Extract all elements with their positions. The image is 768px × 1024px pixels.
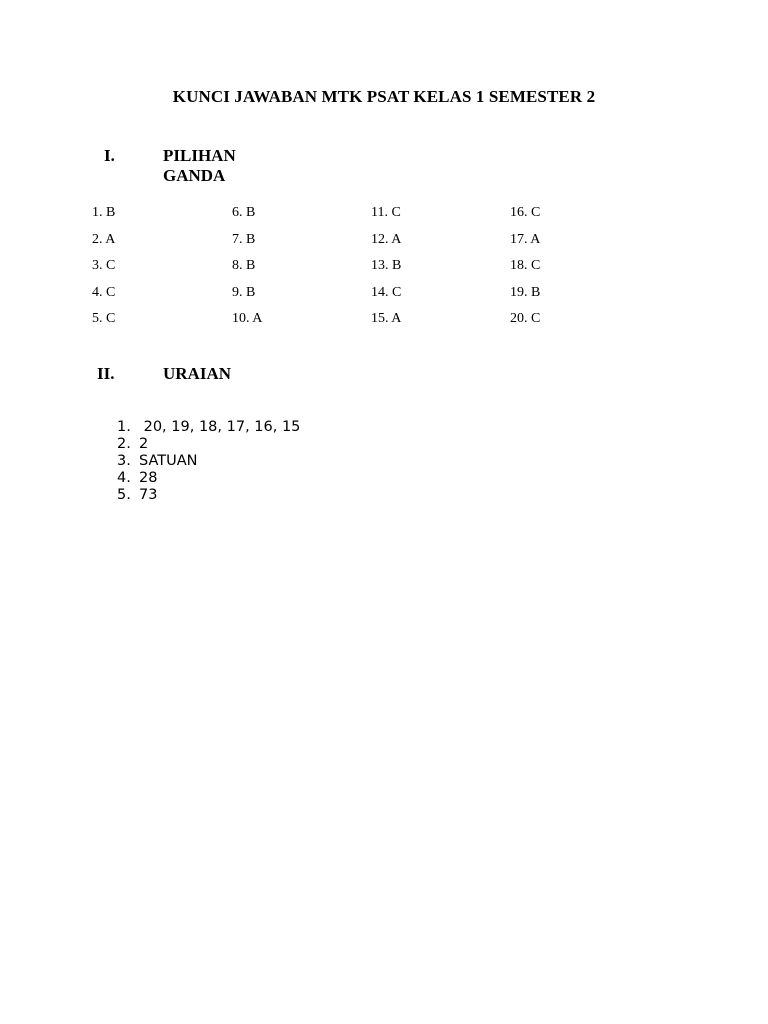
answer-item: 6. B bbox=[232, 205, 256, 220]
list-item bbox=[117, 436, 300, 453]
item-answer: SATUAN bbox=[139, 453, 198, 469]
item-number: 2. bbox=[117, 436, 131, 452]
answer-column bbox=[232, 203, 362, 336]
answer-item: 5. C bbox=[92, 311, 116, 327]
section-title: PILIHAN GANDA bbox=[163, 146, 236, 185]
answer-item: 20. C bbox=[510, 311, 541, 327]
answer-item: 18. C bbox=[510, 258, 541, 274]
answer-item: 11. C bbox=[371, 205, 401, 220]
answer-item: 2. A bbox=[92, 231, 116, 247]
essay-answers bbox=[117, 419, 300, 504]
section-number: I. bbox=[104, 146, 115, 165]
answer-item: 10. A bbox=[232, 311, 263, 327]
item-number: 5. bbox=[117, 487, 131, 503]
section-number: II. bbox=[97, 364, 115, 383]
item-answer: 73 bbox=[139, 487, 158, 503]
answer-item: 17. A bbox=[510, 231, 541, 247]
answer-item: 16. C bbox=[510, 205, 541, 220]
document-title: KUNCI JAWABAN MTK PSAT KELAS 1 SEMESTER 2 bbox=[172, 87, 596, 106]
answer-item: 19. B bbox=[510, 284, 541, 300]
answer-item: 15. A bbox=[371, 311, 402, 327]
answer-item: 13. B bbox=[371, 258, 402, 274]
item-answer: 28 bbox=[139, 470, 158, 486]
answer-item: 9. B bbox=[232, 284, 256, 300]
answer-item: 12. A bbox=[371, 231, 402, 247]
answer-item: 4. C bbox=[92, 284, 116, 300]
item-number: 3. bbox=[117, 453, 131, 469]
answer-item: 3. C bbox=[92, 258, 116, 274]
answer-item: 1. B bbox=[92, 205, 116, 220]
answer-column bbox=[371, 203, 501, 336]
list-item bbox=[117, 470, 300, 487]
list-item bbox=[117, 419, 300, 436]
list-item bbox=[117, 487, 300, 504]
answer-column bbox=[92, 203, 222, 336]
answer-item: 14. C bbox=[371, 284, 402, 300]
list-item bbox=[117, 453, 300, 470]
item-number: 4. bbox=[117, 470, 131, 486]
answer-column bbox=[510, 203, 640, 336]
answer-item: 7. B bbox=[232, 231, 256, 247]
item-answer: 20, 19, 18, 17, 16, 15 bbox=[139, 419, 301, 435]
answer-item: 8. B bbox=[232, 258, 256, 274]
item-number: 1. bbox=[117, 419, 131, 435]
section-title: URAIAN bbox=[163, 364, 231, 383]
item-answer: 2 bbox=[139, 436, 149, 452]
